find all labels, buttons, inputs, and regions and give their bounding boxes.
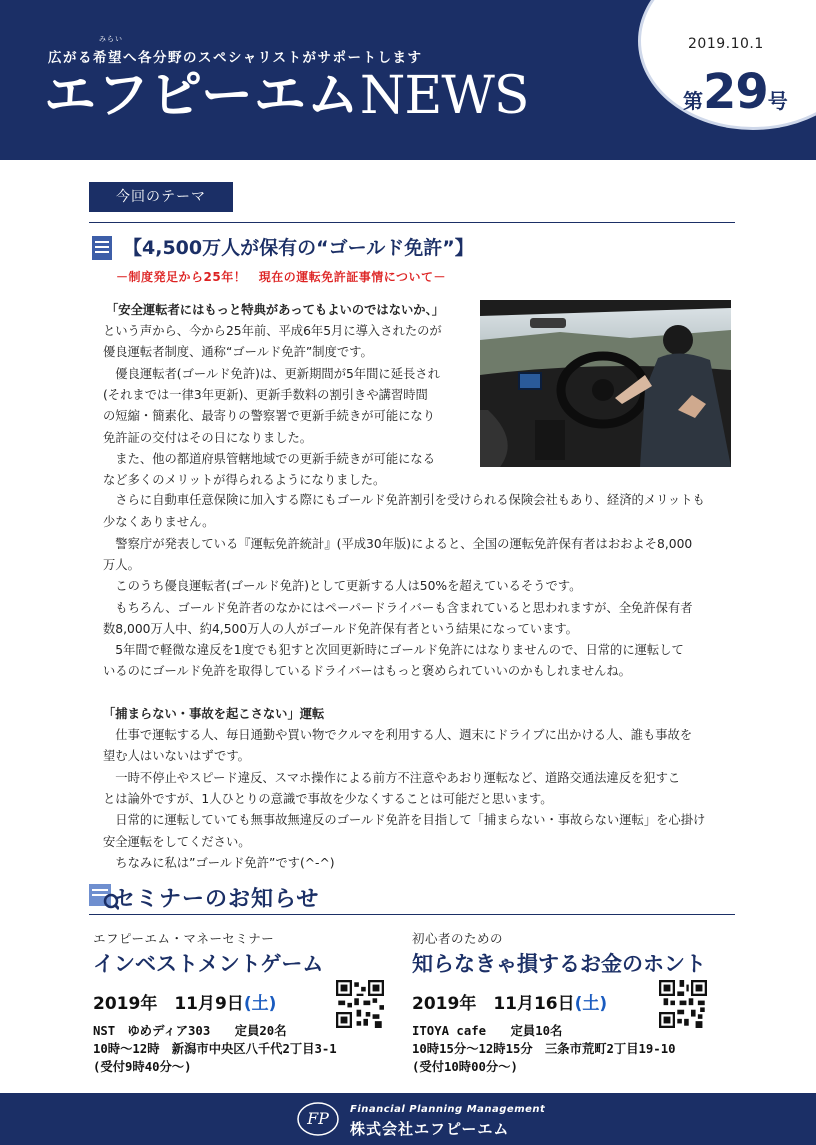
document-icon	[92, 236, 112, 260]
qr-code-icon[interactable]	[336, 980, 384, 1028]
seminar-1-name: インベストメントゲーム	[93, 952, 324, 976]
company-name-en: Financial Planning Management	[350, 1104, 546, 1115]
company-name-jp: 株式会社エフピーエム	[350, 1120, 510, 1138]
body-line: もちろん、ゴールド免許者のなかにはペーパードライバーも含まれていると思われますが、全免許保有者	[103, 601, 693, 615]
tagline-ruby: みらい	[99, 35, 123, 43]
seminar-1-reception: (受付9時40分～)	[93, 1060, 192, 1074]
body-line: の短縮・簡素化、最寄りの警察署で更新手続きが可能になり	[103, 409, 436, 423]
issue-date: 2019.10.1	[688, 36, 764, 52]
article-subheading: 「捕まらない・事故を起こさない」運転	[103, 707, 325, 721]
seminar-1-date	[93, 989, 276, 1014]
seminar-2-reception: (受付10時00分～)	[412, 1060, 518, 1074]
body-line: さらに自動車任意保険に加入する際にもゴールド免許割引を受けられる保険会社もあり、経済的メリットも	[103, 493, 705, 507]
logo-text: FP	[307, 1109, 329, 1128]
body-line: また、他の都道府県管轄地域での更新手続きが可能になる	[103, 452, 436, 466]
body-line: (それまでは一律3年更新)、更新手数料の割引きや講習時間	[103, 388, 428, 402]
body-line: 優良運転者制度、通称“ゴールド免許”制度です。	[103, 345, 373, 359]
theme-label: 今回のテーマ	[89, 182, 233, 212]
seminar-2-date-text: 2019年 11月16日	[412, 994, 575, 1014]
article-subheadline: －制度発足から25年！ 現在の運転免許証事情について－	[116, 270, 446, 284]
tagline: 広がる希望へ各分野のスペシャリストがサポートします	[48, 50, 423, 66]
body-line: 望む人はいないはずです。	[103, 749, 250, 763]
body-line: 日常的に運転していても無事故無違反のゴールド免許を目指して「捕まらない・事故らない運転」を心掛け	[103, 813, 706, 827]
body-line: など多くのメリットが得られるようになりました。	[103, 473, 386, 487]
seminar-1-time-address: 10時～12時 新潟市中央区八千代2丁目3-1	[93, 1042, 337, 1056]
seminar-2-time-address: 10時15分～12時15分 三条市荒町2丁目19-10	[412, 1042, 676, 1056]
seminar-2-name: 知らなきゃ損するお金のホント	[412, 952, 706, 976]
theme-divider	[89, 222, 735, 223]
seminar-1-label: エフピーエム・マネーセミナー	[93, 931, 275, 946]
driver-photo	[480, 300, 731, 467]
issue-number	[683, 64, 788, 120]
newsletter-title	[44, 66, 528, 138]
body-line: 5年間で軽微な違反を1度でも犯すと次回更新時にゴールド免許にはなりませんので、日常的に運転して	[103, 643, 684, 657]
title-jp: エフピーエム	[44, 66, 360, 126]
masthead-banner	[0, 0, 816, 160]
body-line: 一時不停止やスピード違反、スマホ操作による前方不注意やあおり運転など、道路交通法違反を犯すこ	[103, 771, 681, 785]
issue-suffix: 号	[767, 89, 788, 113]
body-line: 仕事で運転する人、毎日通勤や買い物でクルマを利用する人、週末にドライブに出かける人、誰も事故を	[103, 728, 693, 742]
article-headline: 【4,500万人が保有の“ゴールド免許”】	[123, 237, 474, 259]
seminar-1-dow: (土)	[243, 994, 277, 1014]
body-line: ちなみに私は”ゴールド免許”です(^-^)	[103, 856, 335, 870]
body-line: とは論外ですが、1人ひとりの意識で事故を少なくすることは可能だと思います。	[103, 792, 553, 806]
body-line: 数8,000万人中、約4,500万人の人がゴールド免許保有者という結果になっています。	[103, 622, 578, 636]
seminar-1-date-text: 2019年 11月9日	[93, 994, 244, 1014]
body-line: 「安全運転者にはもっと特典があってもよいのではないか、」	[106, 303, 445, 317]
body-line: このうち優良運転者(ゴールド免許)として更新する人は50%を超えているそうです。	[103, 579, 582, 593]
body-line: 安全運転をしてください。	[103, 835, 251, 849]
seminar-2-date	[412, 989, 607, 1014]
seminar-2-dow: (土)	[574, 994, 608, 1014]
body-line: いるのにゴールド免許を取得しているドライバーはもっと褒められていいのかもしれませんね。	[103, 664, 631, 678]
body-line: という声から、今から25年前、平成6年5月に導入されたのが	[103, 324, 442, 338]
issue-prefix: 第	[683, 89, 703, 113]
seminar-1-venue: NST ゆめディア303 定員20名	[93, 1024, 287, 1038]
company-logo-icon	[296, 1101, 340, 1137]
body-line: 免許証の交付はその日になりました。	[103, 431, 313, 445]
seminar-2-venue: ITOYA cafe 定員10名	[412, 1024, 563, 1038]
body-line: 優良運転者(ゴールド免許)は、更新期間が5年間に延長され	[103, 367, 440, 381]
body-line: 少なくありません。	[103, 515, 215, 529]
seminar-2-label: 初心者のための	[412, 931, 504, 946]
title-en: NEWS	[359, 66, 529, 126]
seminar-section-title: セミナーのお知らせ	[113, 887, 320, 912]
body-line: 警察庁が発表している『運転免許統計』(平成30年版)によると、全国の運転免許保有者はおおよそ8,000	[103, 537, 693, 551]
qr-code-icon[interactable]	[659, 980, 707, 1028]
seminar-divider	[89, 914, 735, 915]
issue-num: 29	[703, 64, 768, 120]
body-line: 万人。	[103, 558, 140, 572]
